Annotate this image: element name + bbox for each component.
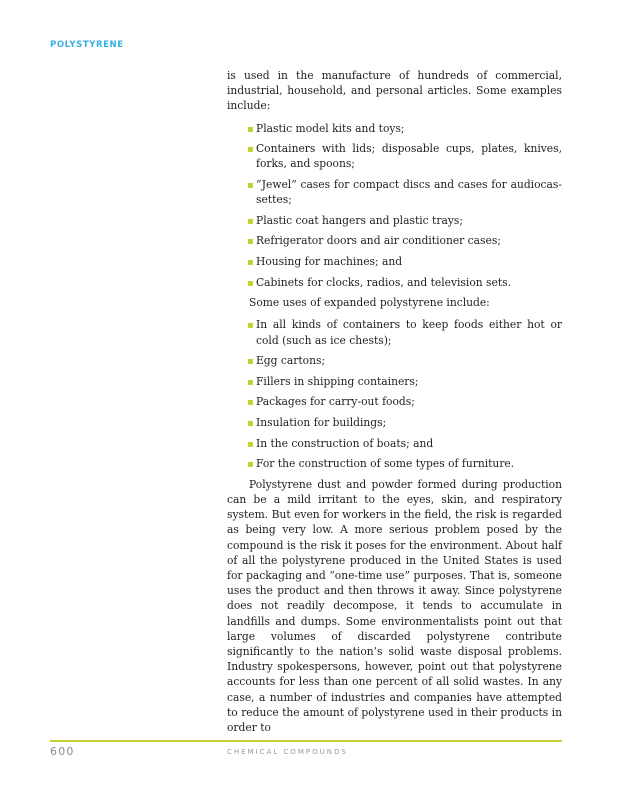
body-paragraph: Polystyrene dust and powder formed during production can be a mild irritant to the eyes, skin, and respiratory system. But even for workers in the field, the risk is regarded as being very low. A more serious problem posed by the compound is the risk it poses for the environment. About half of all the polystyrene produced in the United States is used for packaging and “one-time use” purposes. That is, someone uses the product and then throws it away. Since polystyrene does not readily decompose, it tends to accumulate in landfills and dumps. Some environmentalists point out that large volumes of discarded polystyrene contribute significantly to the nation’s solid waste disposal problems. Industry spokespersons, however, point out that polystyrene accounts for less than one percent of all solid wastes. In any case, a number of industries and companies have attempted to reduce the amount of polystyrene used in their products in order to	[227, 477, 562, 734]
text-column	[227, 68, 562, 735]
running-head: POLYSTYRENE	[50, 40, 124, 50]
bullet-icon: ▪	[247, 180, 254, 191]
bullet-icon: ▪	[247, 215, 254, 227]
list-item-text: Egg cartons;	[256, 354, 326, 368]
bullet-icon: ▪	[247, 417, 254, 429]
footer-book-title: CHEMICAL COMPOUNDS	[227, 748, 348, 756]
bullet-icon: ▪	[247, 123, 254, 135]
list-item-text: Refrigerator doors and air conditioner cases;	[256, 234, 501, 248]
bullet-icon: ▪	[247, 256, 254, 268]
intro-paragraph: is used in the manufacture of hundreds of commercial, industrial, household, and personal articles. Some examples include:	[227, 69, 562, 113]
list-item-text: Plastic model kits and toys;	[256, 121, 405, 135]
page-number: 600	[50, 745, 75, 758]
list-item	[227, 353, 562, 368]
list-item-text: Housing for machines; and	[256, 254, 403, 268]
bullet-icon: ▪	[247, 356, 254, 368]
list-item	[227, 121, 562, 136]
list-item	[227, 456, 562, 471]
list-item-text: In all kinds of containers to keep foods either hot or cold (such as ice chests);	[256, 318, 562, 347]
list-item-text: Containers with lids; disposable cups, plates, knives, forks, and spoons;	[256, 142, 562, 171]
list-item-text: “Jewel” cases for compact discs and cases for audiocassettes;	[256, 178, 562, 207]
list-item	[227, 394, 562, 409]
bullet-icon: ▪	[247, 236, 254, 248]
list-item	[227, 254, 562, 269]
list-one	[227, 121, 562, 290]
bullet-icon: ▪	[247, 144, 254, 156]
bullet-icon: ▪	[247, 459, 254, 471]
footer-rule	[50, 740, 562, 742]
list-item	[227, 275, 562, 290]
list-item	[227, 141, 562, 171]
list-item-text: Fillers in shipping containers;	[256, 374, 419, 388]
bullet-icon: ▪	[247, 438, 254, 450]
list-item	[227, 233, 562, 248]
subhead-paragraph: Some uses of expanded polystyrene include:	[249, 296, 490, 310]
list-item-text: In the construction of boats; and	[256, 436, 434, 450]
list-two	[227, 317, 562, 471]
list-item	[227, 415, 562, 430]
list-item	[227, 436, 562, 451]
list-item-text: Cabinets for clocks, radios, and television sets.	[256, 275, 512, 289]
list-item-text: Insulation for buildings;	[256, 415, 387, 429]
bullet-icon: ▪	[247, 277, 254, 289]
bullet-icon: ▪	[247, 320, 254, 332]
list-item	[227, 177, 562, 207]
list-item-text: For the construction of some types of furniture.	[256, 457, 515, 471]
list-item-text: Packages for carry-out foods;	[256, 395, 415, 409]
list-item	[227, 213, 562, 228]
list-item-text: Plastic coat hangers and plastic trays;	[256, 213, 463, 227]
bullet-icon: ▪	[247, 376, 254, 388]
list-item	[227, 374, 562, 389]
bullet-icon: ▪	[247, 397, 254, 409]
list-item	[227, 317, 562, 347]
